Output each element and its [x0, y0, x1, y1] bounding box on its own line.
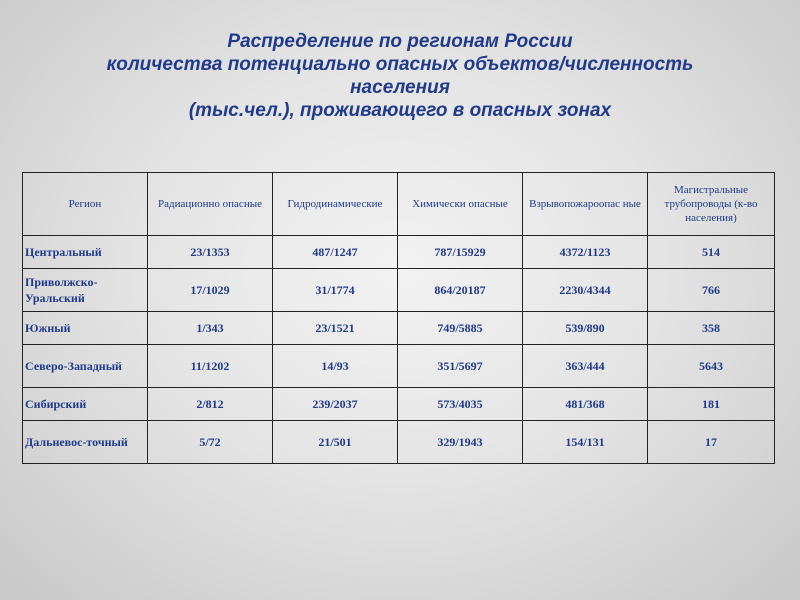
cell-chemical: 787/15929	[398, 236, 523, 269]
cell-radiation: 1/343	[148, 312, 273, 345]
slide-title	[0, 30, 800, 122]
table-row	[23, 345, 775, 388]
cell-region: Северо-Западный	[23, 345, 148, 388]
cell-hydrodynamic: 31/1774	[273, 269, 398, 312]
cell-hydrodynamic: 14/93	[273, 345, 398, 388]
title-line-2: количества потенциально опасных объектов/численность	[106, 54, 694, 75]
cell-chemical: 351/5697	[398, 345, 523, 388]
cell-explosive: 2230/4344	[523, 269, 648, 312]
table-row	[23, 236, 775, 269]
title-line-4: (тыс.чел.), проживающего в опасных зонах	[188, 100, 612, 121]
cell-radiation: 5/72	[148, 421, 273, 464]
header-region: Регион	[23, 173, 148, 236]
cell-pipelines: 358	[648, 312, 775, 345]
table-row	[23, 388, 775, 421]
cell-radiation: 17/1029	[148, 269, 273, 312]
cell-explosive: 4372/1123	[523, 236, 648, 269]
cell-pipelines: 766	[648, 269, 775, 312]
cell-radiation: 23/1353	[148, 236, 273, 269]
header-hydrodynamic: Гидродинамические	[273, 173, 398, 236]
cell-region: Дальневос-точный	[23, 421, 148, 464]
cell-region: Приволжско-Уральский	[23, 269, 148, 312]
cell-pipelines: 17	[648, 421, 775, 464]
cell-hydrodynamic: 21/501	[273, 421, 398, 464]
table-row	[23, 421, 775, 464]
cell-chemical: 749/5885	[398, 312, 523, 345]
cell-chemical: 329/1943	[398, 421, 523, 464]
cell-region: Южный	[23, 312, 148, 345]
cell-chemical: 864/20187	[398, 269, 523, 312]
cell-radiation: 11/1202	[148, 345, 273, 388]
cell-hydrodynamic: 239/2037	[273, 388, 398, 421]
data-table-container	[22, 172, 774, 464]
header-chemical: Химически опасные	[398, 173, 523, 236]
cell-pipelines: 181	[648, 388, 775, 421]
header-explosive: Взрывопожароопас ные	[523, 173, 648, 236]
cell-hydrodynamic: 487/1247	[273, 236, 398, 269]
cell-hydrodynamic: 23/1521	[273, 312, 398, 345]
header-pipelines: Магистральные трубопроводы (к-во населения)	[648, 173, 775, 236]
cell-radiation: 2/812	[148, 388, 273, 421]
cell-region: Центральный	[23, 236, 148, 269]
data-table	[22, 172, 775, 464]
table-row	[23, 312, 775, 345]
cell-pipelines: 5643	[648, 345, 775, 388]
cell-explosive: 539/890	[523, 312, 648, 345]
cell-explosive: 481/368	[523, 388, 648, 421]
cell-chemical: 573/4035	[398, 388, 523, 421]
cell-region: Сибирский	[23, 388, 148, 421]
table-row	[23, 269, 775, 312]
cell-pipelines: 514	[648, 236, 775, 269]
cell-explosive: 154/131	[523, 421, 648, 464]
header-radiation: Радиационно опасные	[148, 173, 273, 236]
table-header-row	[23, 173, 775, 236]
cell-explosive: 363/444	[523, 345, 648, 388]
title-line-3: населения	[350, 77, 450, 98]
title-line-1: Распределение по регионам России	[227, 31, 573, 52]
